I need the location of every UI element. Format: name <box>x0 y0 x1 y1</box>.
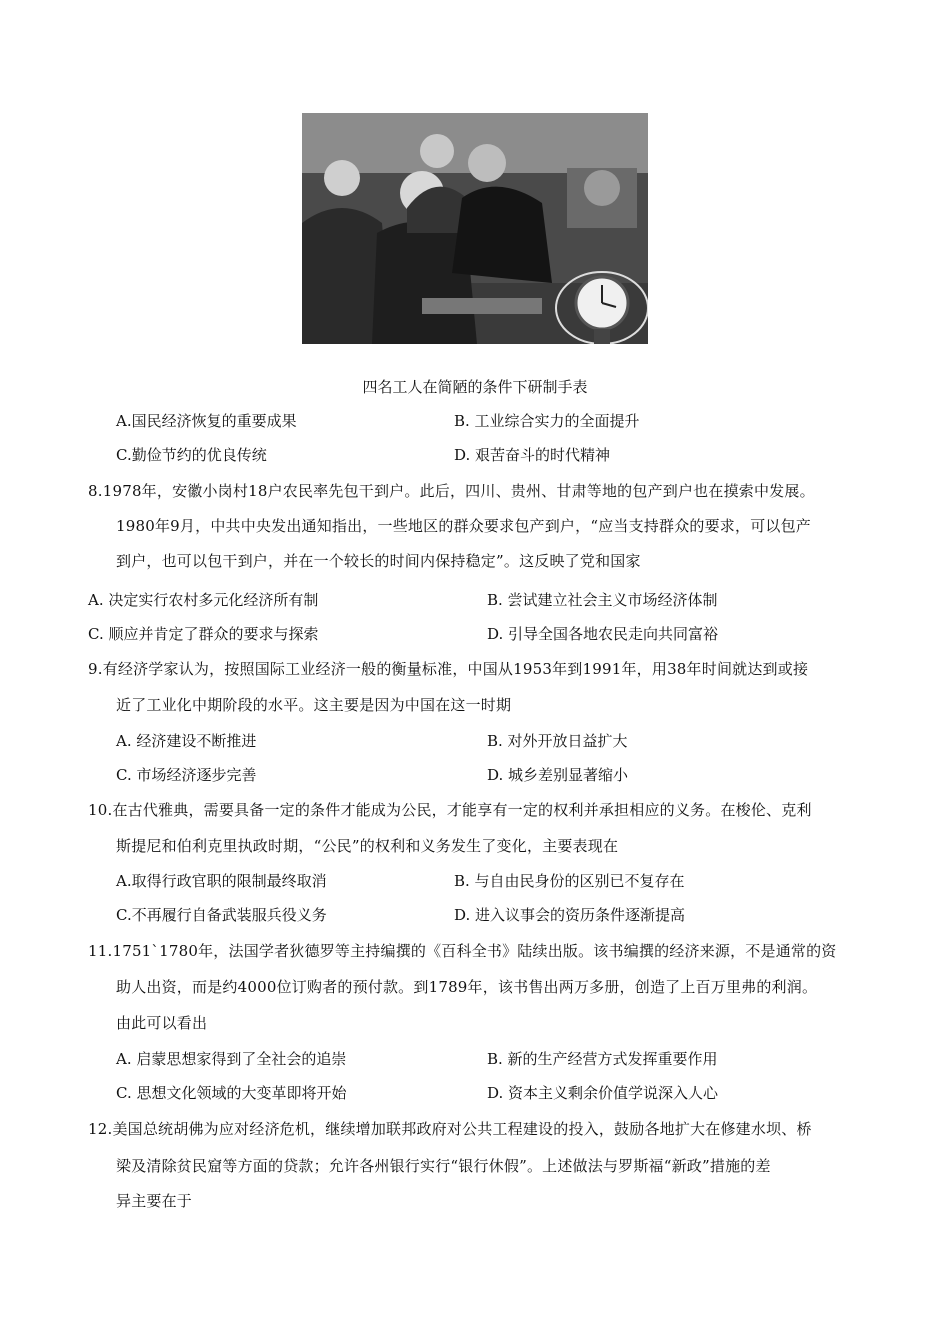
q12-stem-line-1: 12.美国总统胡佛为应对经济危机，继续增加联邦政府对公共工程建设的投入，鼓励各地扩大在修建水坝、桥 <box>88 1120 812 1138</box>
q10-stem-line-2: 斯提尼和伯利克里执政时期，“公民”的权利和义务发生了变化，主要表现在 <box>116 837 619 855</box>
historical-photo <box>302 113 648 344</box>
q7-option-d[interactable]: D. 艰苦奋斗的时代精神 <box>454 446 611 464</box>
q12-stem-line-2: 梁及清除贫民窟等方面的贷款；允许各州银行实行“银行休假”。上述做法与罗斯福“新政”措施的差 <box>116 1157 771 1175</box>
q10-option-a[interactable]: A.取得行政官职的限制最终取消 <box>116 872 327 890</box>
q9-option-b[interactable]: B. 对外开放日益扩大 <box>487 732 628 750</box>
q8-option-d[interactable]: D. 引导全国各地农民走向共同富裕 <box>487 625 719 643</box>
q8-option-a[interactable]: A. 决定实行农村多元化经济所有制 <box>88 591 319 609</box>
q10-option-b[interactable]: B. 与自由民身份的区别已不复存在 <box>454 872 685 890</box>
q7-option-b[interactable]: B. 工业综合实力的全面提升 <box>454 412 640 430</box>
workers-making-watch-illustration <box>302 113 648 344</box>
q9-stem-line-2: 近了工业化中期阶段的水平。这主要是因为中国在这一时期 <box>116 696 512 714</box>
q9-option-c[interactable]: C. 市场经济逐步完善 <box>116 766 257 784</box>
q8-stem-line-1: 8.1978年，安徽小岗村18户农民率先包干到户。此后，四川、贵州、甘肃等地的包产到户也在摸索中发展。 <box>88 482 815 500</box>
q12-stem-line-3: 异主要在于 <box>116 1192 193 1210</box>
q9-stem-line-1: 9.有经济学家认为，按照国际工业经济一般的衡量标准，中国从1953年到1991年，用38年时间就达到或接 <box>88 660 809 678</box>
q9-option-d[interactable]: D. 城乡差别显著缩小 <box>487 766 629 784</box>
q11-stem-line-3: 由此可以看出 <box>116 1014 208 1032</box>
q8-option-b[interactable]: B. 尝试建立社会主义市场经济体制 <box>487 591 718 609</box>
figure-caption: 四名工人在简陋的条件下研制手表 <box>362 378 588 396</box>
q11-stem-line-1: 11.1751`1780年，法国学者狄德罗等主持编撰的《百科全书》陆续出版。该书编撰的经济来源，不是通常的资 <box>88 942 837 960</box>
q11-stem-line-2: 助人出资，而是约4000位订购者的预付款。到1789年，该书售出两万多册，创造了上百万里弗的利润。 <box>116 978 818 996</box>
q8-stem-line-3: 到户，也可以包干到户，并在一个较长的时间内保持稳定”。这反映了党和国家 <box>116 552 641 570</box>
q10-stem-line-1: 10.在古代雅典，需要具备一定的条件才能成为公民，才能享有一定的权利并承担相应的义务。在梭伦、克利 <box>88 801 812 819</box>
q7-option-c[interactable]: C.勤俭节约的优良传统 <box>116 446 267 464</box>
q8-stem-line-2: 1980年9月，中共中央发出通知指出，一些地区的群众要求包产到户，“应当支持群众的要求，可以包产 <box>116 517 811 535</box>
q10-option-d[interactable]: D. 进入议事会的资历条件逐渐提高 <box>454 906 686 924</box>
q10-option-c[interactable]: C.不再履行自备武装服兵役义务 <box>116 906 327 924</box>
q9-option-a[interactable]: A. 经济建设不断推进 <box>116 732 257 750</box>
q7-option-a[interactable]: A.国民经济恢复的重要成果 <box>116 412 297 430</box>
q11-option-a[interactable]: A. 启蒙思想家得到了全社会的追崇 <box>116 1050 347 1068</box>
q11-option-c[interactable]: C. 思想文化领域的大变革即将开始 <box>116 1084 347 1102</box>
q11-option-b[interactable]: B. 新的生产经营方式发挥重要作用 <box>487 1050 718 1068</box>
q11-option-d[interactable]: D. 资本主义剩余价值学说深入人心 <box>487 1084 719 1102</box>
q8-option-c[interactable]: C. 顺应并肯定了群众的要求与探索 <box>88 625 319 643</box>
